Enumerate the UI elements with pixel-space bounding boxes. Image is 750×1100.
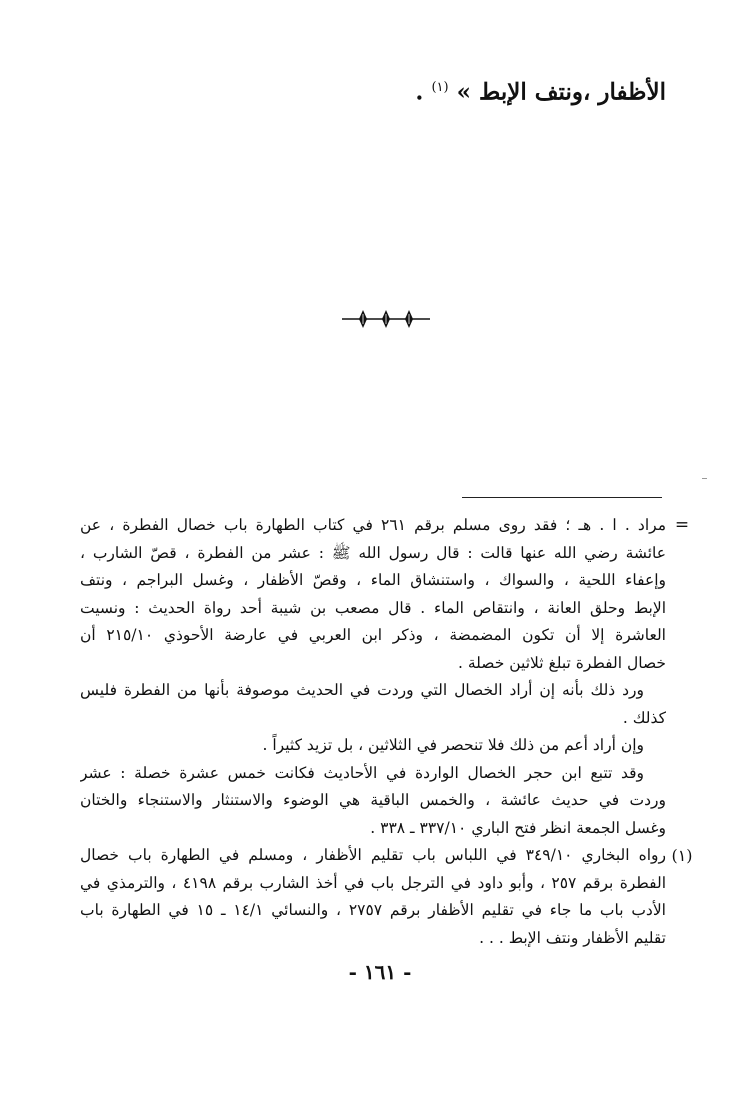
footnote-line: كذلك . xyxy=(622,708,666,727)
footnote-line: عائشة رضي الله عنها قالت : قال رسول الله ﷺ : عشر من الفطرة ، قصّ الشارب ، xyxy=(80,543,666,562)
scan-mark xyxy=(702,478,707,479)
footnote-paragraph xyxy=(80,760,666,843)
footnote-continuation xyxy=(80,512,690,677)
footnote-line: وغسل الجمعة انظر فتح الباري ٣٣٧/١٠ ـ ٣٣٨ . xyxy=(370,818,666,837)
main-text: الأظفار ،ونتف الإبط » xyxy=(456,78,666,106)
footnotes-section xyxy=(80,512,693,952)
footnote-reference: (١) xyxy=(431,80,449,95)
footnote-line: ورد ذلك بأنه إن أراد الخصال التي وردت في الحديث موصوفة بأنها من الفطرة فليس xyxy=(80,681,644,699)
continuation-marker: = xyxy=(674,515,690,535)
page-number: - ١٦١ - xyxy=(348,960,412,984)
footnote-line: الإبط وحلق العانة ، وانتقاص الماء . قال مصعب بن شيبة أحد رواة الحديث : ونسيت xyxy=(80,598,666,617)
footnote-line: خصال الفطرة تبلغ ثلاثين خصلة . xyxy=(457,653,666,672)
main-text-line xyxy=(86,68,666,113)
footnote-paragraph xyxy=(80,677,666,732)
footnote-line: تقليم الأظفار ونتف الإبط . . . xyxy=(479,928,666,947)
footnote-line: وردت في حديث عائشة ، والخمس الباقية هي الوضوء والاستنثار والاستنجاء والختان xyxy=(80,791,666,809)
footnote-1-marker: (١) xyxy=(671,846,693,865)
footnote-line: الفطرة برقم ٢٥٧ ، وأبو داود في الترجل باب في أخذ الشارب برقم ٤١٩٨ ، والترمذي في xyxy=(80,873,666,892)
main-text-end: . xyxy=(415,78,424,106)
footnote-line: رواه البخاري ٣٤٩/١٠ في اللباس باب تقليم الأظفار ، ومسلم في الطهارة باب خصال xyxy=(80,846,666,864)
section-divider-ornament xyxy=(340,306,432,332)
footnote-line: وإن أراد أعم من ذلك فلا تنحصر في الثلاثين ، بل تزيد كثيراً . xyxy=(262,736,644,754)
footnote-1 xyxy=(80,842,693,952)
footnote-line: وقد تتبع ابن حجر الخصال الواردة في الأحاديث فكانت خمس عشرة خصلة : عشر xyxy=(80,763,644,782)
footnote-line: مراد . ا . هـ ؛ فقد روى مسلم برقم ٢٦١ في كتاب الطهارة باب خصال الفطرة ، عن xyxy=(80,516,666,534)
footnote-line: الأدب باب ما جاء في تقليم الأظفار برقم ٢٧٥٧ ، والنسائي ١٤/١ ـ ١٥ في الطهارة باب xyxy=(80,901,666,919)
footnote-separator xyxy=(462,497,662,498)
footnote-line: وإعفاء اللحية ، والسواك ، واستنشاق الماء ، وقصّ الأظفار ، وغسل البراجم ، ونتف xyxy=(80,571,666,589)
footnote-paragraph xyxy=(80,732,666,760)
footnote-line: العاشرة إلا أن تكون المضمضة ، وذكر ابن العربي في عارضة الأحوذي ٢١٥/١٠ أن xyxy=(80,626,666,644)
